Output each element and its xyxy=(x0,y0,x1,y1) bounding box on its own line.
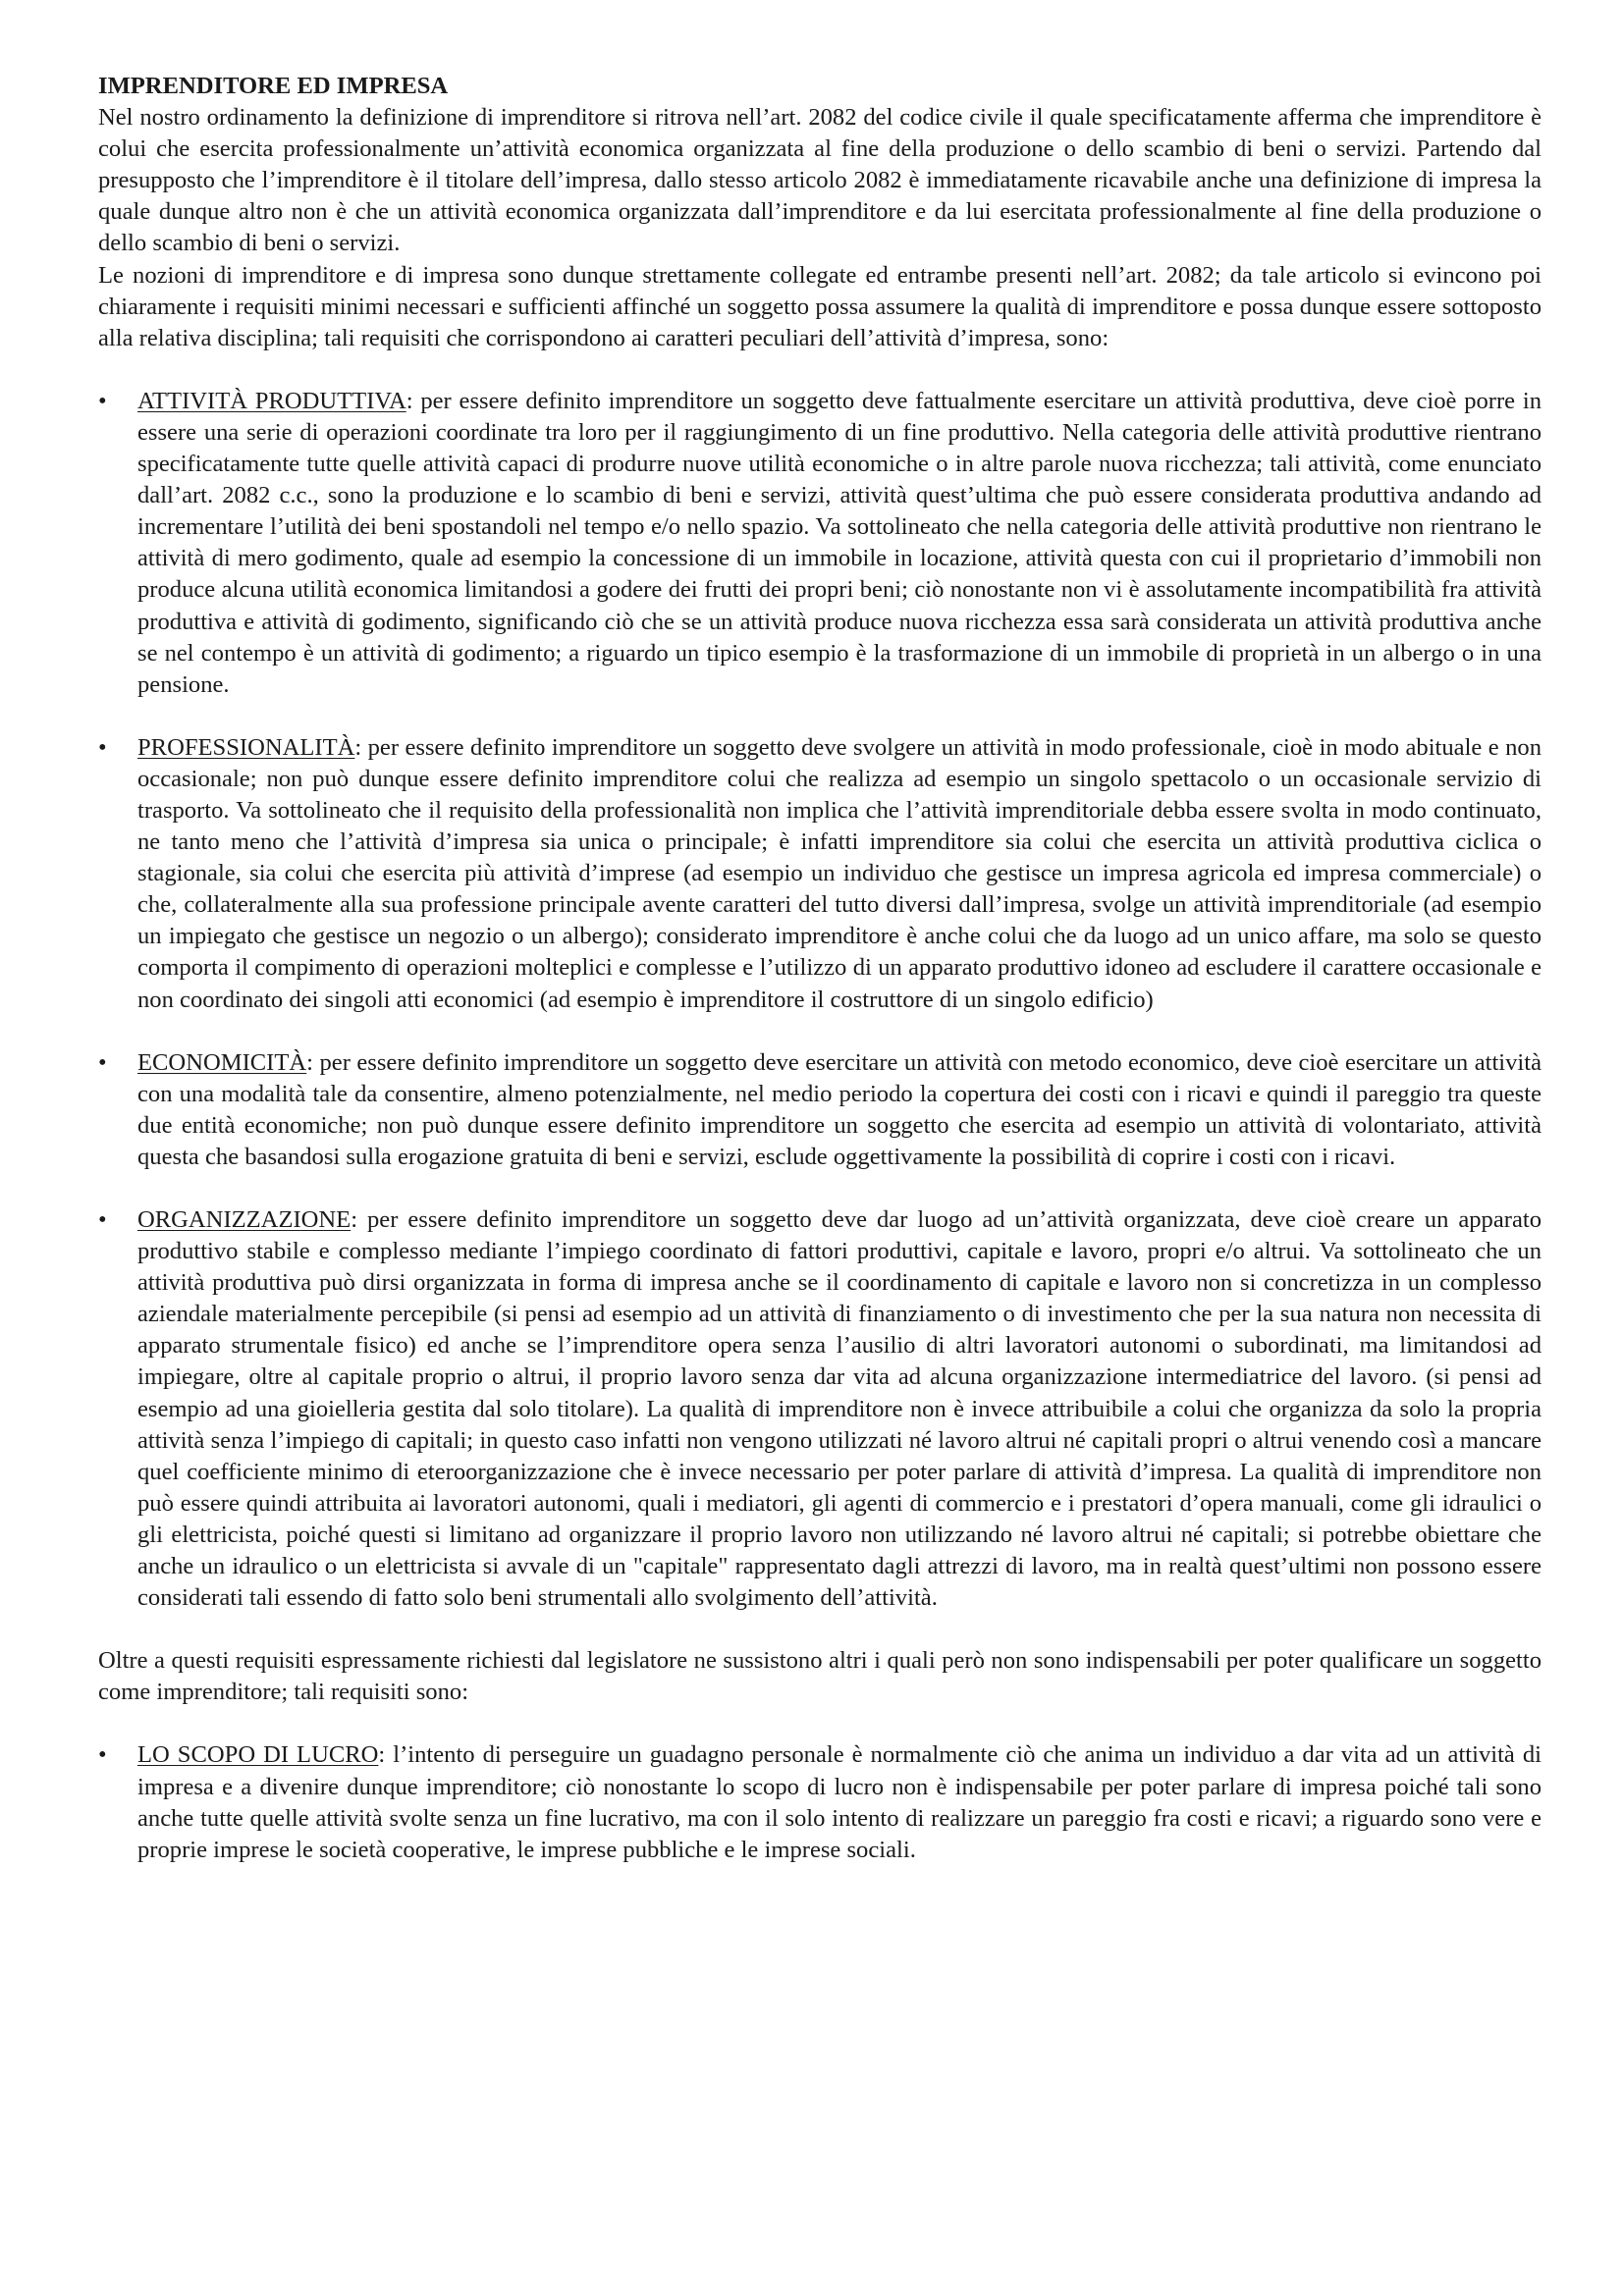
requirement-term: ATTIVITÀ PRODUTTIVA xyxy=(137,387,406,414)
bullet-icon: • xyxy=(98,1048,107,1076)
requirement-text: : per essere definito imprenditore un soggetto deve esercitare un attività con metodo economico, deve cioè esercitare un attività con una modalità tale da consentire, almeno potenzialmente, nel medio periodo la copertura dei costi con i ricavi e quindi il pareggio tra queste due entità economiche; non può dunque essere definito imprenditore un soggetto che esercita ad esempio un attività di volontariato, attività questa che basandosi sulla erogazione gratuita di beni e servizi, esclude oggettivamente la possibilità di coprire i costi con i ricavi. xyxy=(137,1048,1542,1170)
requirement-text: : per essere definito imprenditore un soggetto deve svolgere un attività in modo professionale, cioè in modo abituale e non occasionale; non può dunque essere definito imprenditore colui che realizza ad esempio un singolo spettacolo o un occasionale servizio di trasporto. Va sottolineato che il requisito della professionalità non implica che l’attività imprenditoriale debba essere svolta in modo continuato, ne tanto meno che l’attività d’impresa sia unica o principale; è infatti imprenditore sia colui che esercita un attività produttiva ciclica o stagionale, sia colui che esercita più attività d’imprese (ad esempio un individuo che gestisce un impresa agricola ed impresa commerciale) o che, collateralmente alla sua professione principale avente caratteri del tutto diversi dall’impresa, svolge un attività imprenditoriale (ad esempio un impiegato che gestisce un negozio o un albergo); considerato imprenditore è anche colui che da luogo ad un unico affare, ma solo se questo comporta il compimento di operazioni molteplici e complesse e l’utilizzo di un apparato produttivo idoneo ad escludere il carattere occasionale e non coordinato dei singoli atti economici (ad esempio è imprenditore il costruttore di un singolo edificio) xyxy=(137,733,1542,1013)
bullet-icon: • xyxy=(98,387,107,414)
further-requirements-intro: Oltre a questi requisiti espressamente richiesti dal legislatore ne sussistono altri i quali però non sono indispensabili per poter qualificare un soggetto come imprenditore; tali requisiti sono: xyxy=(98,1647,1542,1706)
further-requirements-list xyxy=(98,1739,1542,1865)
requirement-term: LO SCOPO DI LUCRO xyxy=(137,1741,379,1769)
requirement-item-professionalita xyxy=(98,732,1542,1016)
spacer xyxy=(98,354,1542,386)
requirement-term: ORGANIZZAZIONE xyxy=(137,1206,352,1233)
bullet-icon: • xyxy=(98,1741,107,1769)
requirement-text: : l’intento di perseguire un guadagno personale è normalmente ciò che anima un individuo a dar vita ad un attività di impresa e a divenire dunque imprenditore; ciò nonostante lo scopo di lucro non è indispensabile per poter parlare di impresa poiché tali sono anche tutte quelle attività svolte senza un fine lucrativo, ma con il solo intento di realizzare un pareggio fra costi e ricavi; a riguardo sono vere e proprie imprese le società cooperative, le imprese pubbliche e le imprese sociali. xyxy=(137,1741,1542,1863)
requirement-item-organizzazione xyxy=(98,1204,1542,1614)
requirement-term: PROFESSIONALITÀ xyxy=(137,733,355,761)
requirements-list xyxy=(98,386,1542,1614)
requirement-item-attivita-produttiva xyxy=(98,386,1542,701)
requirement-text: : per essere definito imprenditore un soggetto deve dar luogo ad un’attività organizzata, deve cioè creare un apparato produttivo stabile e complesso mediante l’impiego coordinato di fattori produttivi, capitale e lavoro, propri e/o altrui. Va sottolineato che un attività produttiva può dirsi organizzata in forma di impresa anche se il coordinamento di capitale e lavoro non si concretizza in un complesso aziendale materialmente percepibile (si pensi ad esempio ad un attività di finanziamento o di investimento che per la sua natura non necessita di apparato strumentale fisico) ed anche se l’imprenditore opera senza l’ausilio di altri lavoratori autonomi o subordinati, ma limitandosi ad impiegare, oltre al capitale proprio o altrui, il proprio lavoro senza dar vita ad alcuna organizzazione intermediatrice del lavoro. (si pensi ad esempio ad una gioielleria gestita dal solo titolare). La qualità di imprenditore non è invece attribuibile a colui che organizza da solo la propria attività senza l’impiego di capitali; in questo caso infatti non vengono utilizzati né lavoro altrui né capitali propri o altrui venendo così a mancare quel coefficiente minimo di eteroorganizzazione che è invece necessario per poter parlare di attività d’impresa. La qualità di imprenditore non può essere quindi attribuita ai lavoratori autonomi, quali i mediatori, gli agenti di commercio e i prestatori d’opera manuali, come gli idraulici o gli elettricista, poiché questi si limitano ad organizzare il proprio lavoro non utilizzando né lavoro altrui né capitali; si potrebbe obiettare che anche un idraulico o un elettricista si avvale di un "capitale" rappresentato dagli attrezzi di lavoro, ma in realtà quest’ultimi non possono essere considerati tali essendo di fatto solo beni strumentali allo svolgimento dell’attività. xyxy=(137,1206,1542,1612)
requirement-item-scopo-di-lucro xyxy=(98,1739,1542,1865)
bullet-icon: • xyxy=(98,733,107,761)
intro-paragraph-1: Nel nostro ordinamento la definizione di imprenditore si ritrova nell’art. 2082 del codice civile il quale specificatamente afferma che imprenditore è colui che esercita professionalmente un’attività economica organizzata al fine della produzione o dello scambio di beni o servizi. Partendo dal presupposto che l’imprenditore è il titolare dell’impresa, dallo stesso articolo 2082 è immediatamente ricavabile anche una definizione di impresa la quale dunque altro non è che un attività economica organizzata dall’imprenditore e da lui esercitata professionalmente al fine della produzione o dello scambio di beni o servizi. xyxy=(98,104,1542,257)
bullet-icon: • xyxy=(98,1206,107,1233)
requirement-text: : per essere definito imprenditore un soggetto deve fattualmente esercitare un attività produttiva, deve cioè porre in essere una serie di operazioni coordinate tra loro per il raggiungimento di un fine produttivo. Nella categoria delle attività produttive rientrano specificatamente tutte quelle attività capaci di produrre nuove utilità economiche o in altre parole nuova ricchezza; tali attività, come enunciato dall’art. 2082 c.c., sono la produzione e lo scambio di beni e servizi, attività quest’ultima che può essere considerata produttiva andando ad incrementare l’utilità dei beni spostandoli nel tempo e/o nello spazio. Va sottolineato che nella categoria delle attività produttive non rientrano le attività di mero godimento, quale ad esempio la concessione di un immobile in locazione, attività questa con cui il proprietario d’immobili non produce alcuna utilità economica limitandosi a godere dei frutti dei propri beni; ciò nonostante non vi è assolutamente incompatibilità fra attività produttiva e attività di godimento, significando ciò che se un attività produce nuova ricchezza essa sarà considerata un attività produttiva anche se nel contempo è un attività di godimento; a riguardo un tipico esempio è la trasformazione di un immobile di proprietà in un albergo o in una pensione. xyxy=(137,387,1542,698)
document-page xyxy=(98,71,1542,1897)
intro-paragraph-2: Le nozioni di imprenditore e di impresa sono dunque strettamente collegate ed entrambe presenti nell’art. 2082; da tale articolo si evincono poi chiaramente i requisiti minimi necessari e sufficienti affinché un soggetto possa assumere la qualità di imprenditore e possa dunque essere sottoposto alla relativa disciplina; tali requisiti che corrispondono ai caratteri peculiari dell’attività d’impresa, sono: xyxy=(98,261,1542,351)
requirement-item-economicita xyxy=(98,1047,1542,1173)
document-title: IMPRENDITORE ED IMPRESA xyxy=(98,73,449,99)
requirement-term: ECONOMICITÀ xyxy=(137,1048,307,1076)
